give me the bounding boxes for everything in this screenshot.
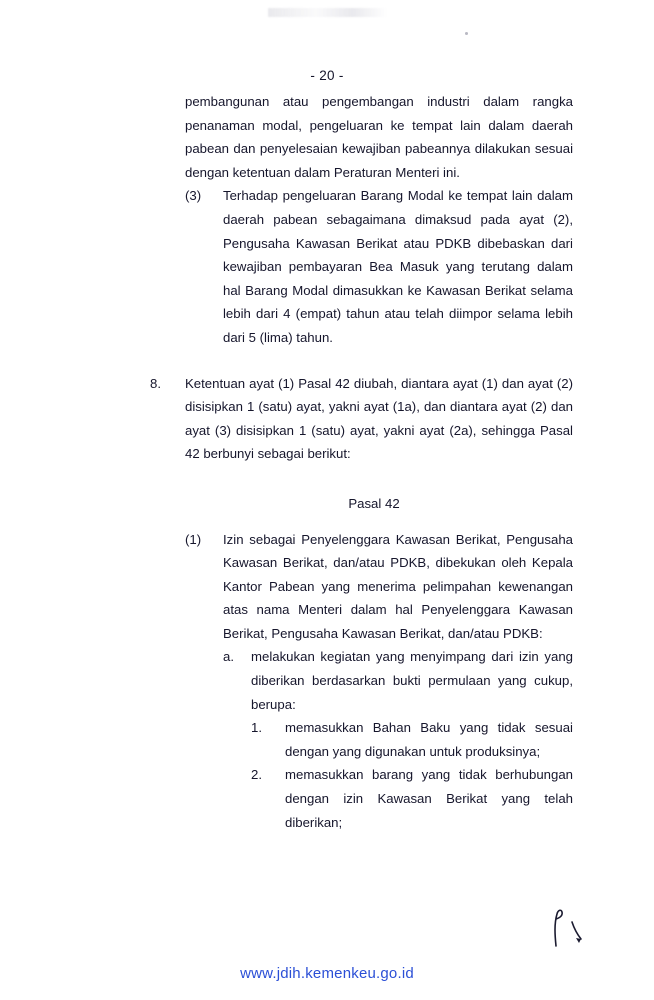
list-marker-ayat-1: (1) — [185, 531, 202, 547]
document-body — [150, 90, 573, 834]
handwritten-mark-icon — [548, 906, 588, 952]
list-text-angka-1: memasukkan Bahan Baku yang tidak sesuai dengan yang digunakan untuk produksinya; — [285, 720, 573, 759]
list-marker-8: 8. — [150, 375, 161, 391]
list-marker-ayat-3: (3) — [185, 188, 202, 204]
scan-artifact-smudge — [268, 8, 388, 17]
list-text-ayat-1: Izin sebagai Penyelenggara Kawasan Berikat, Pengusaha Kawasan Berikat, dan/atau PDKB, dibekukan oleh Kepala Kantor Pabean yang menerima pelimpahan kewenangan atas nama Menteri dalam hal Penyelenggara Kawasan Berikat, Pengusaha Kawasan Berikat, dan/atau PDKB: — [223, 531, 573, 641]
page-number: - 20 - — [310, 68, 344, 83]
list-marker-huruf-a: a. — [223, 649, 234, 665]
list-item-ayat-1 — [185, 528, 573, 646]
footer-url[interactable] — [0, 965, 654, 982]
list-item-ayat-3 — [185, 184, 573, 349]
list-text-angka-2: memasukkan barang yang tidak berhubungan dengan izin Kawasan Berikat yang telah diberikan; — [285, 767, 573, 830]
spacer — [185, 516, 573, 528]
list-text-ayat-3: Terhadap pengeluaran Barang Modal ke tempat lain dalam daerah pabean sebagaimana dimaksud pada ayat (2), Pengusaha Kawasan Berikat atau PDKB dibebaskan dari kewajiban pembayaran Bea Masuk yang terutang dalam hal Barang Modal dimasukkan ke Kawasan Berikat selama lebih dari 4 (empat) tahun atau telah diimpor selama lebih dari 5 (lima) tahun. — [223, 188, 573, 345]
spacer — [185, 466, 573, 492]
list-marker-angka-2: 2. — [251, 767, 262, 783]
list-text-huruf-a: melakukan kegiatan yang menyimpang dari izin yang diberikan berdasarkan bukti permulaan yang cukup, berupa: — [251, 649, 573, 712]
list-item-huruf-a — [185, 645, 573, 716]
scan-artifact-dot — [465, 32, 468, 35]
section-heading-pasal: Pasal 42 — [348, 495, 400, 511]
list-text-8: Ketentuan ayat (1) Pasal 42 diubah, diantara ayat (1) dan ayat (2) disisipkan 1 (satu) ayat, yakni ayat (1a), dan diantara ayat (2) dan ayat (3) disisipkan 1 (satu) ayat, yakni ayat (2a), sehingga Pasal 42 berbunyi sebagai berikut: — [185, 375, 573, 462]
spacer — [185, 350, 573, 372]
list-item-angka-2 — [185, 763, 573, 834]
list-item-angka-1 — [185, 716, 573, 763]
list-marker-angka-1: 1. — [251, 720, 262, 736]
paragraph-continuation: pembangunan atau pengembangan industri dalam rangka penanaman modal, pengeluaran ke tempat lain dalam daerah pabean dan penyelesaian kewajiban pabeannya dilakukan sesuai dengan ketentuan dalam Peraturan Menteri ini. — [185, 94, 573, 180]
list-item-8 — [150, 372, 573, 466]
footer-url-link[interactable]: www.jdih.kemenkeu.go.id — [240, 965, 414, 982]
